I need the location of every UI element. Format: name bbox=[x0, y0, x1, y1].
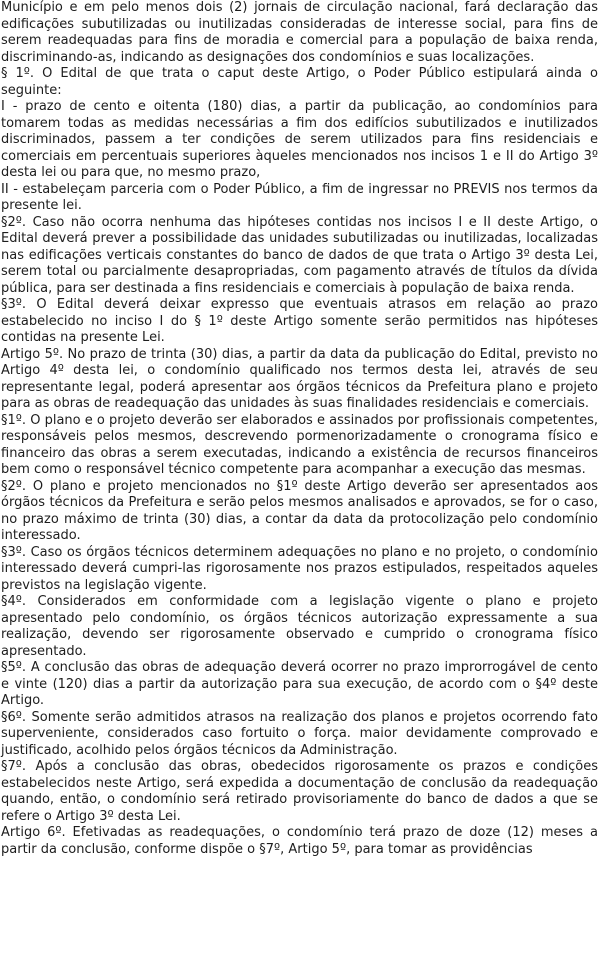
para-art5-paragrafo-2: §2º. O plano e projeto mencionados no §1º deste Artigo deverão ser apresentados aos órgãos técnicos da Prefeitura e serão pelos mesmos analisados e aprovados, se for o caso, no prazo máximo de trinta (30) dias, a contar da data da protocolização pelo condomínio interessado. bbox=[1, 478, 598, 543]
para-art5-paragrafo-5: §5º. A conclusão das obras de adequação deverá ocorrer no prazo improrrogável de cento e vinte (120) dias a partir da autorização para sua execução, de acordo com o §4º deste Artigo. bbox=[1, 660, 598, 708]
para-art4-paragrafo-1: § 1º. O Edital de que trata o caput deste Artigo, o Poder Público estipulará ainda o seguinte: bbox=[1, 66, 598, 98]
para-art5-paragrafo-3: §3º. Caso os órgãos técnicos determinem adequações no plano e no projeto, o condomínio interessado deverá cumpri-las rigorosamente nos prazos estipulados, respeitados aqueles previstos na legislação vigente. bbox=[1, 544, 598, 593]
para-caput-continuation: Município e em pelo menos dois (2) jornais de circulação nacional, fará declaração das edificações subutilizadas ou inutilizadas consideradas de interesse social, para fins de serem readequadas para fins de moradia e comercial para a população de baixa renda, discriminando-as, indicando as designações dos condomínios e suas localizações. bbox=[1, 0, 598, 65]
para-art4-paragrafo-3: §3º. O Edital deverá deixar expresso que eventuais atrasos em relação ao prazo estabelecido no inciso I do § 1º deste Artigo somente serão permitidos nas hipóteses contidas na presente Lei. bbox=[1, 297, 598, 345]
para-art5-paragrafo-4: §4º. Considerados em conformidade com a legislação vigente o plano e projeto apresentado pelo condomínio, os órgãos técnicos autorização expressamente a sua realização, devendo ser rigorosamente observado e cumprido o cronograma físico apresentado. bbox=[1, 594, 598, 659]
para-art5-paragrafo-1: §1º. O plano e o projeto deverão ser elaborados e assinados por profissionais competentes, responsáveis pelos mesmos, descrevendo pormenorizadamente o cronograma físico e financeiro das obras a serem executadas, indicando a existência de recursos financeiros bem como o responsável técnico competente para acompanhar a execução das mesmas. bbox=[1, 412, 598, 477]
para-art4-paragrafo-2: §2º. Caso não ocorra nenhuma das hipóteses contidas nos incisos I e II deste Artigo, o Edital deverá prever a possibilidade das unidades subutilizadas ou inutilizadas, localizadas nas edificações verticais constantes do banco de dados de que trata o Artigo 3º desta Lei, serem total ou parcialmente desapropriadas, com pagamento através de títulos da dívida pública, para ser destinada a fins residenciais e comerciais à população de baixa renda. bbox=[1, 214, 598, 296]
para-art5-paragrafo-6: §6º. Somente serão admitidos atrasos na realização dos planos e projetos ocorrendo fato superveniente, considerados caso fortuito o força. maior devidamente comprovado e justificado, acolhido pelos órgãos técnicos da Administração. bbox=[1, 709, 598, 758]
para-inciso-i: I - prazo de cento e oitenta (180) dias, a partir da publicação, ao condomínios para tomarem todas as medidas necessárias a fim dos edifícios subutilizados e inutilizados discriminados, passem a ter condições de serem utilizados para fins residenciais e comerciais em percentuais superiores àqueles mencionados nos incisos 1 e II do Artigo 3º desta lei ou para que, no mesmo prazo, bbox=[1, 99, 598, 180]
para-art5-paragrafo-7: §7º. Após a conclusão das obras, obedecidos rigorosamente os prazos e condições estabelecidos neste Artigo, será expedida a documentação de conclusão da readequação quando, então, o condomínio será retirado provisoriamente do banco de dados a que se refere o Artigo 3º desta Lei. bbox=[1, 759, 598, 824]
para-artigo-5: Artigo 5º. No prazo de trinta (30) dias, a partir da data da publicação do Edital, previsto no Artigo 4º desta lei, o condomínio qualificado nos termos desta lei, através de seu representante legal, poderá apresentar aos órgãos técnicos da Prefeitura plano e projeto para as obras de readequação das unidades às suas finalidades residenciais e comerciais. bbox=[1, 346, 598, 411]
para-inciso-ii: II - estabeleçam parceria com o Poder Público, a fim de ingressar no PREVIS nos termos da presente lei. bbox=[1, 181, 598, 213]
para-artigo-6: Artigo 6º. Efetivadas as readequações, o condomínio terá prazo de doze (12) meses a partir da conclusão, conforme dispõe o §7º, Artigo 5º, para tomar as providências bbox=[1, 825, 598, 857]
